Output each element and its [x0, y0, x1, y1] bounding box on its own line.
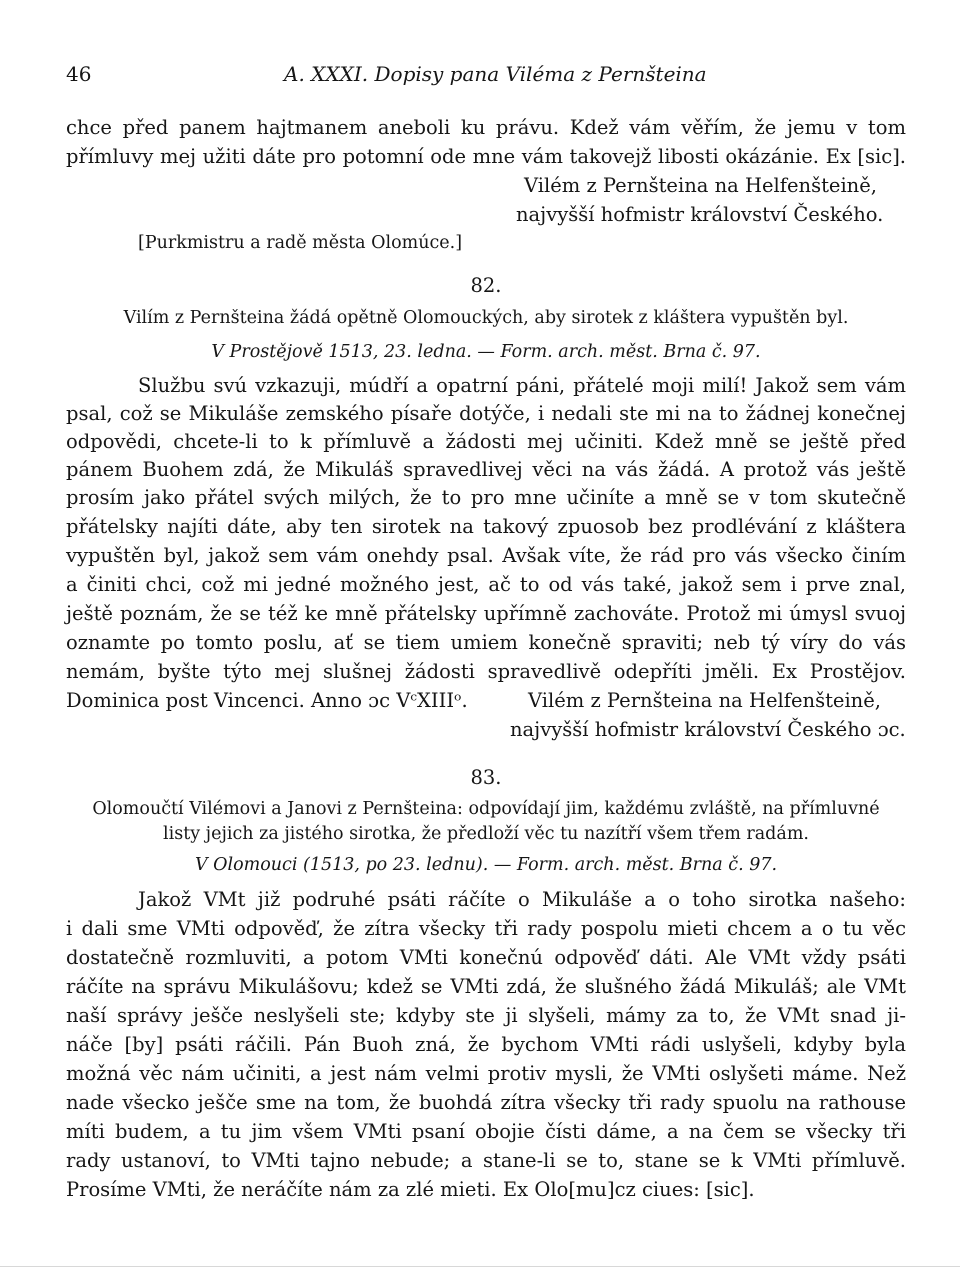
signature-line: Vilém z Pernšteina na Helfenšteině,: [524, 174, 877, 197]
page-header: [66, 62, 906, 90]
body-line: odpovědi, chcete-li to k přímluvě a žádosti mej učiniti. Kdež mně se ještě před: [66, 430, 906, 453]
letter-address: [Purkmistru a radě města Olomúce.]: [138, 233, 463, 253]
body-line: oznamte po tomto poslu, ať se tiem umiem konečně spraviti; neb tý víry do vás: [66, 631, 906, 654]
signature-title: najvyšší hofmistr království Českého.: [516, 203, 884, 226]
body-line: pánem Buohem zdá, že Mikuláš spravedlivej věci na vás žádá. A protož vás ještě: [66, 458, 906, 481]
page-number: 46: [66, 62, 92, 86]
body-line: chce před panem hajtmanem aneboli ku právu. Kdež vám věřím, že jemu v tom: [66, 116, 906, 139]
running-title: A. XXXI. Dopisy pana Viléma z Pernšteina: [284, 62, 707, 86]
body-line: Jakož VMt již podruhé psáti ráčíte o Mikuláše a o toho sirotka našeho:: [138, 888, 906, 911]
body-line: přátelsky najíti dáte, aby ten sirotek na takový zpuosob bez prodlévání z kláštera: [66, 515, 906, 538]
signature-title: najvyšší hofmistr království Českého ɔc.: [510, 718, 906, 741]
body-line: rady ustanoví, to VMti tajno nebude; a stane-li se to, stane se k VMti přímluvě.: [66, 1149, 906, 1172]
body-line: psal, což se Mikuláše zemského písaře dotýče, i nedali ste mi na to žádnej konečnej: [66, 402, 906, 425]
letter-number: 83.: [470, 766, 502, 789]
letter-source: V Olomouci (1513, po 23. lednu). — Form. arch. měst. Brna č. 97.: [194, 855, 778, 875]
body-line: náče [by] psáti ráčili. Pán Buoh zná, že bychom VMti rádi uslyšeli, kdyby byla: [66, 1033, 906, 1056]
body-line: naší správy ješče neslyšeli ste; kdyby ste ji slyšeli, mámy za to, že VMt snad ji-: [66, 1004, 906, 1027]
body-line: vypuštěn byl, jakož sem vám onehdy psal. Avšak víte, že rád pro vás všecko činím: [66, 544, 906, 567]
body-line: ráčíte na správu Mikulášovu; kdež se VMti zdá, že slušného žádá Mikuláš; ale VMt: [66, 975, 906, 998]
body-line: dostatečně rozmluviti, a potom VMti konečnú odpověď dáti. Ale VMt vždy psáti: [66, 946, 906, 969]
body-line: nemám, byšte týto mej slušnej žádosti spravedlivě odepříti jměli. Ex Prostějov.: [66, 660, 906, 683]
letter-number: 82.: [470, 274, 502, 297]
body-line-last: Prosíme VMti, že neráčíte nám za zlé mieti. Ex Olo[mu]cz ciues: [sic].: [66, 1178, 755, 1201]
letter-source: V Prostějově 1513, 23. ledna. — Form. arch. měst. Brna č. 97.: [211, 342, 761, 362]
closing-date: Dominica post Vincenci. Anno ɔc VᶜXIIIᵒ.: [66, 689, 468, 712]
body-line: nade všecko ješče sme na tom, že buohdá zítra všecky tři rady spuolu na rathouse: [66, 1091, 906, 1114]
letter-summary: Olomoučtí Vilémovi a Janovi z Pernšteina: odpovídají jim, každému zvláště, na přímluvné: [92, 799, 880, 819]
body-line: míti budem, a tu jim všem VMti psaní obojie čísti dáme, a na čem se všecky tři: [66, 1120, 906, 1143]
body-line: možná věc nám učiniti, a jest nám velmi protiv mysli, že VMti oslyšeti máme. Než: [66, 1062, 906, 1085]
letter-summary: listy jejich za jistého sirotka, že předloží věc tu nazítří všem třem radám.: [163, 824, 809, 844]
letter-summary: Vilím z Pernšteina žádá opětně Olomouckých, aby sirotek z kláštera vypuštěn byl.: [123, 308, 849, 328]
body-line: prosím jako přátel svých milých, že to pro mne učiníte a mně se v tom skutečně: [66, 486, 906, 509]
signature-line: Vilém z Pernšteina na Helfenšteině,: [528, 689, 881, 712]
body-line: i dali sme VMti odpověď, že zítra všecky tři rady pospolu mieti chcem a o tu věc: [66, 917, 906, 940]
body-line: a činiti chci, což mi jedné možného jest, ač to od vás také, jakož sem i prve znal,: [66, 573, 906, 596]
body-line: přímluvy mej užiti dáte pro potomní ode mne vám takovejž libosti okázánie. Ex [sic].: [66, 145, 906, 168]
body-line: ještě poznám, že se též ke mně přátelsky upřímně zachováte. Protož mi úmysl svuoj: [66, 602, 906, 625]
page-bottom-edge: [0, 1266, 960, 1267]
body-line: Službu svú vzkazuji, múdří a opatrní páni, přátelé moji milí! Jakož sem vám: [138, 374, 906, 397]
